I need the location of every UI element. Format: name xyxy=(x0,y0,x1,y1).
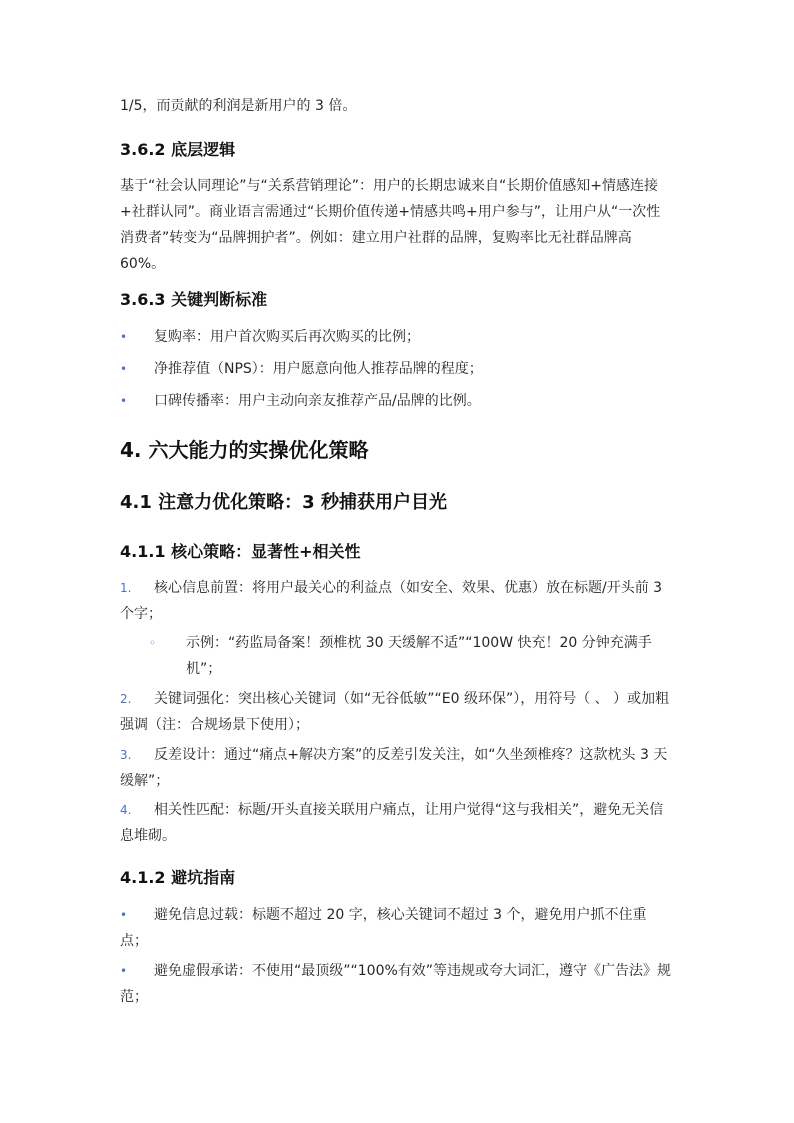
list-item-text: 反差设计：通过“痛点+解决方案”的反差引发关注，如“久坐颈椎疼？这款枕头 3 天缓解”； xyxy=(120,747,668,789)
bullet-icon: • xyxy=(120,908,128,922)
list-item-text: 口碑传播率：用户主动向亲友推荐产品/品牌的比例。 xyxy=(154,393,481,409)
list-number: 4. xyxy=(120,803,132,817)
ordered-list-item xyxy=(120,575,674,627)
list-item-text: 避免信息过载：标题不超过 20 字，核心关键词不超过 3 个，避免用户抓不住重点； xyxy=(120,907,647,949)
heading-4: 4. 六大能力的实操优化策略 xyxy=(120,438,369,462)
list-number: 3. xyxy=(120,748,132,762)
heading-4-1-2: 4.1.2 避坑指南 xyxy=(120,868,236,887)
paragraph-carryover: 1/5，而贡献的利润是新用户的 3 倍。 xyxy=(120,98,357,114)
bullet-icon: • xyxy=(120,330,128,344)
list-item-text: 复购率：用户首次购买后再次购买的比例； xyxy=(154,329,420,345)
list-item xyxy=(120,958,674,1010)
bullet-icon: • xyxy=(120,964,128,978)
heading-4-1-1: 4.1.1 核心策略：显著性+相关性 xyxy=(120,542,361,561)
circle-bullet-icon: ◦ xyxy=(149,636,157,650)
list-item-text: 避免虚假承诺：不使用“最顶级”“100%有效”等违规或夸大词汇，遵守《广告法》规范； xyxy=(120,963,672,1005)
list-item xyxy=(120,324,674,350)
list-number: 1. xyxy=(120,581,132,595)
list-item xyxy=(120,356,674,382)
bullet-icon: • xyxy=(120,362,128,376)
list-number: 2. xyxy=(120,692,132,706)
list-item-text: 相关性匹配：标题/开头直接关联用户痛点，让用户觉得“这与我相关”，避免无关信息堆砌。 xyxy=(120,802,664,844)
ordered-list-item xyxy=(120,686,674,738)
list-item-text: 核心信息前置：将用户最关心的利益点（如安全、效果、优惠）放在标题/开头前 3 个字； xyxy=(120,580,663,622)
ordered-list-item xyxy=(120,797,674,849)
ordered-list-item xyxy=(120,742,674,794)
paragraph-3-6-2: 基于“社会认同理论”与“关系营销理论”：用户的长期忠诚来自“长期价值感知+情感连接+社群认同”。商业语言需通过“长期价值传递+情感共鸣+用户参与”，让用户从“一次性消费者”转变为“品牌拥护者”。例如：建立用户社群的品牌，复购率比无社群品牌高 60%。 xyxy=(120,178,661,272)
list-item-text: 净推荐值（NPS）：用户愿意向他人推荐品牌的程度； xyxy=(154,361,483,377)
list-item-text: 关键词强化：突出核心关键词（如“无谷低敏”“E0 级环保”），用符号（ 、 ）或加粗强调（注：合规场景下使用）； xyxy=(120,691,670,733)
heading-4-1: 4.1 注意力优化策略：3 秒捕获用户目光 xyxy=(120,492,447,513)
sub-list-text: 示例：“药监局备案！颈椎枕 30 天缓解不适”“100W 快充！20 分钟充满手机”； xyxy=(186,635,652,677)
heading-3-6-3: 3.6.3 关键判断标准 xyxy=(120,290,268,309)
heading-3-6-2: 3.6.2 底层逻辑 xyxy=(120,140,236,159)
bullet-icon: • xyxy=(120,394,128,408)
list-item xyxy=(120,902,674,954)
sub-list-item xyxy=(120,630,674,682)
list-item xyxy=(120,388,674,414)
